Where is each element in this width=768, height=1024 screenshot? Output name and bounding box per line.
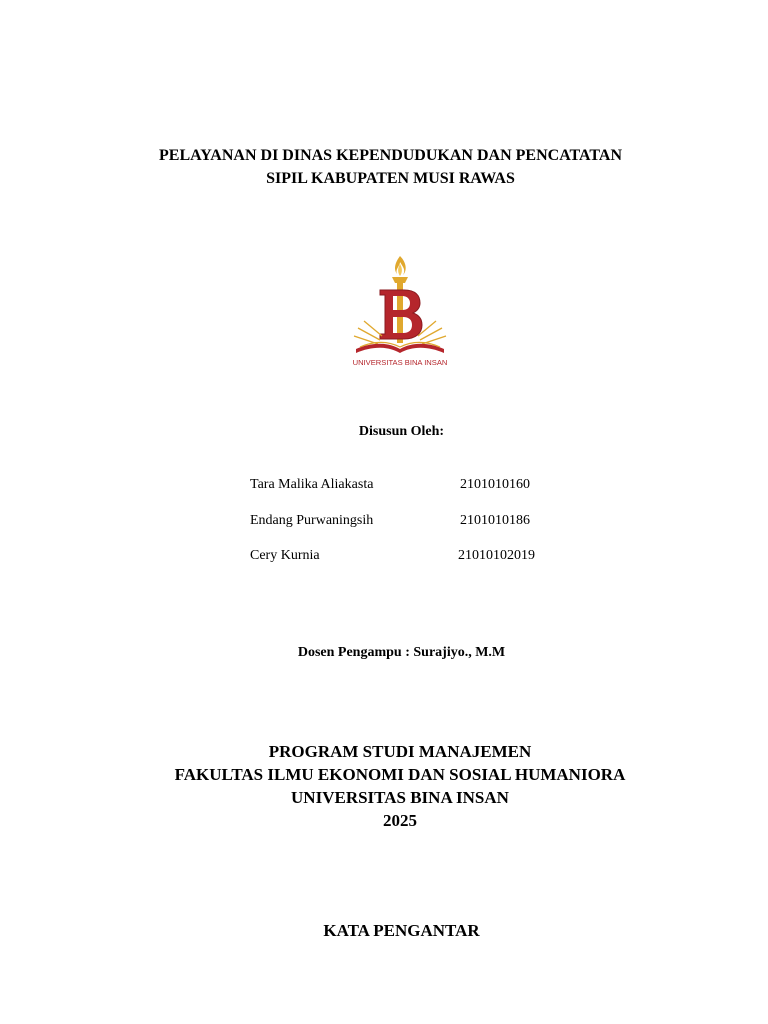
institution-line-2: FAKULTAS ILMU EKONOMI DAN SOSIAL HUMANIORA <box>174 765 626 784</box>
university-logo-icon <box>340 250 460 370</box>
institution-line-3: UNIVERSITAS BINA INSAN <box>291 788 509 807</box>
institution-year: 2025 <box>383 811 417 830</box>
logo-caption: UNIVERSITAS BINA INSAN <box>352 358 448 367</box>
member-id-1: 2101010160 <box>460 477 530 492</box>
title-line-2: SIPIL KABUPATEN MUSI RAWAS <box>266 170 515 187</box>
institution-line-1: PROGRAM STUDI MANAJEMEN <box>268 742 532 761</box>
title-line-1: PELAYANAN DI DINAS KEPENDUDUKAN DAN PENCATATAN <box>159 147 622 164</box>
lecturer-line: Dosen Pengampu : Surajiyo., M.M <box>297 645 506 660</box>
member-name-1: Tara Malika Aliakasta <box>250 477 374 492</box>
member-name-2: Endang Purwaningsih <box>250 513 374 528</box>
member-id-2: 2101010186 <box>460 513 530 528</box>
institution-block <box>0 740 768 832</box>
member-name-3: Cery Kurnia <box>250 548 320 563</box>
university-logo <box>340 250 460 370</box>
compiled-by-label: Disusun Oleh: <box>358 424 445 439</box>
document-title <box>60 144 721 190</box>
section-heading: KATA PENGANTAR <box>323 921 480 940</box>
member-id-3: 21010102019 <box>458 548 535 563</box>
